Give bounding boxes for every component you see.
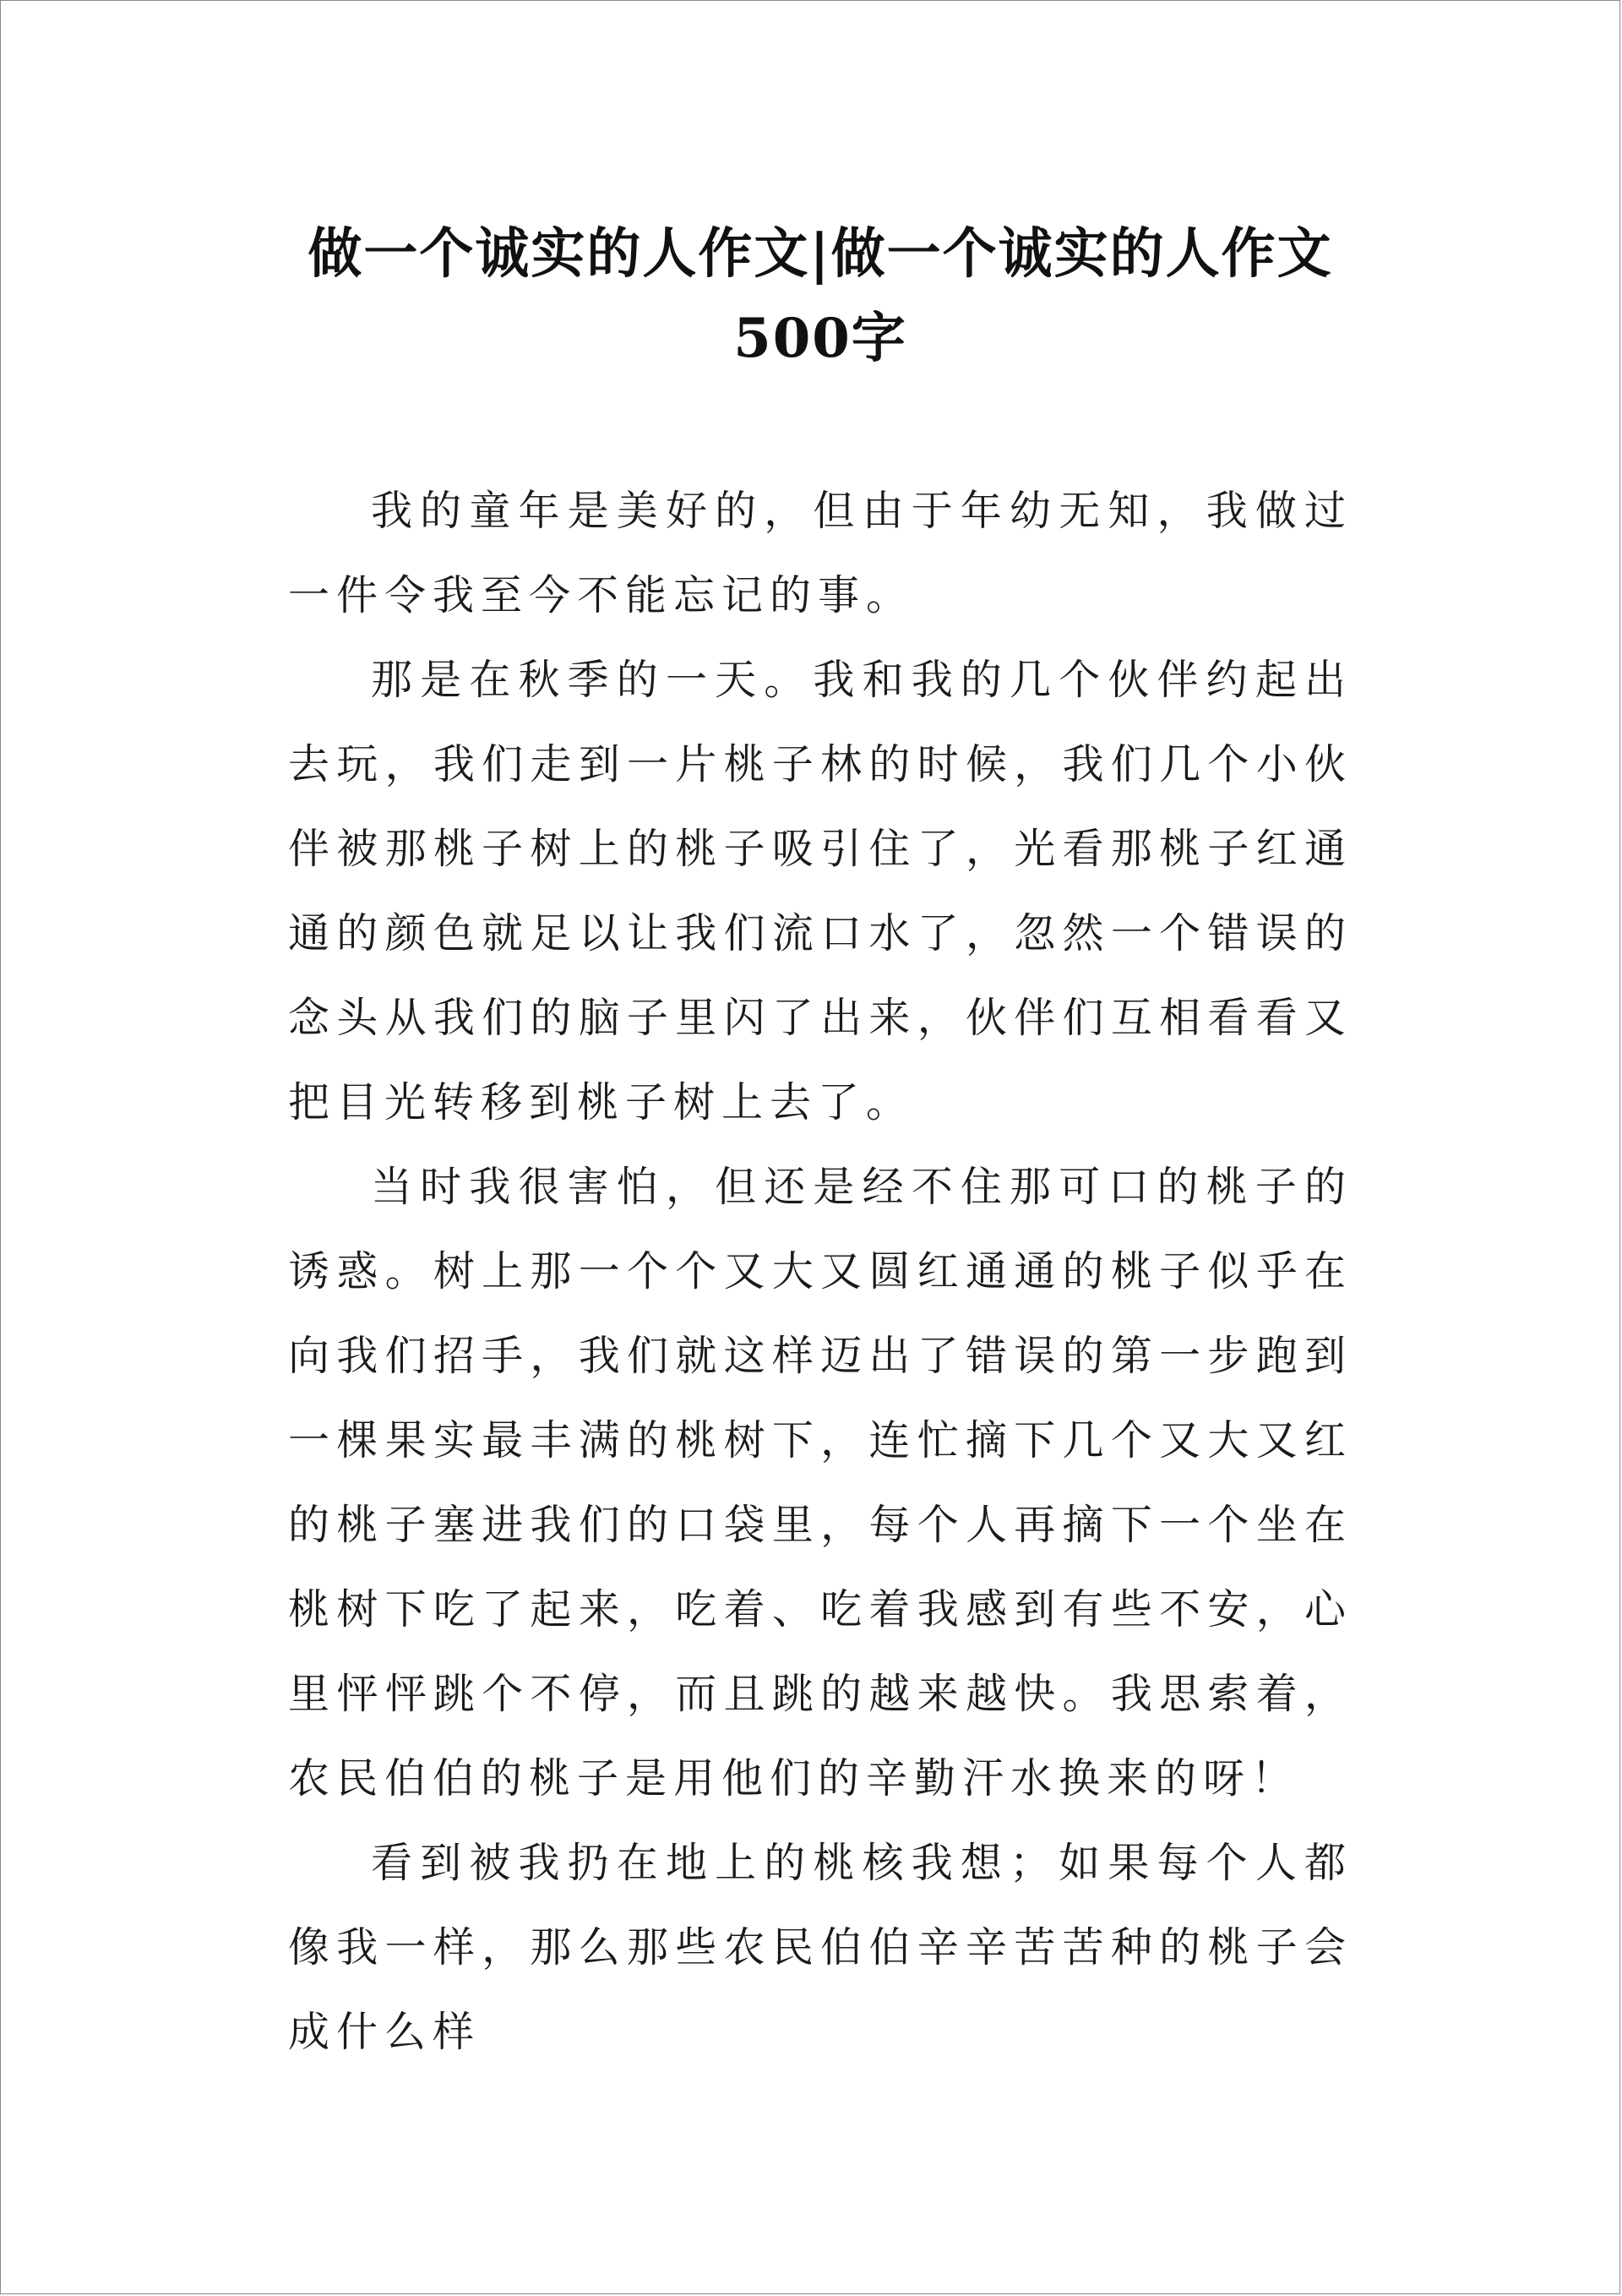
paragraph-3: 当时我很害怕，但还是经不住那可口的桃子的诱惑。树上那一个个又大又圆红通通的桃子似乎在向我们招手，我们就这样迈出了错误的第一步跑到一棵果实最丰满的桃树下，连忙摘下几个又大又红的桃子塞进我们的口袋里，每个人再摘下一个坐在桃树下吃了起来，吃着、吃着我感到有些不安，心里怦怦跳个不停，而且跳的越来越快。我思索着，农民伯伯的桃子是用他们的辛勤汗水换来的呀！ bbox=[288, 1163, 1353, 1802]
paragraph-4: 看到被我扔在地上的桃核我想；如果每个人都像我一样，那么那些农民伯伯辛辛苦苦种的桃子会成什么样 bbox=[288, 1839, 1353, 2056]
document-body bbox=[288, 469, 1353, 2075]
document-title: 做一个诚实的人作文|做一个诚实的人作文500字 bbox=[308, 222, 1333, 370]
paragraph-1: 我的童年是美好的，但由于年幼无知，我做过一件令我至今不能忘记的事。 bbox=[288, 487, 1353, 619]
document-content bbox=[288, 212, 1353, 2075]
paragraph-2: 那是在秋季的一天。我和我的几个伙伴约起出去玩，我们走到一片桃子林的时候，我们几个小伙伴被那桃子树上的桃子吸引住了，光看那桃子红通通的颜色就足以让我们流口水了，忽然一个错误的念头从我们的脑子里闪了出来，伙伴们互相看看又把目光转移到桃子树上去了。 bbox=[288, 656, 1353, 1126]
